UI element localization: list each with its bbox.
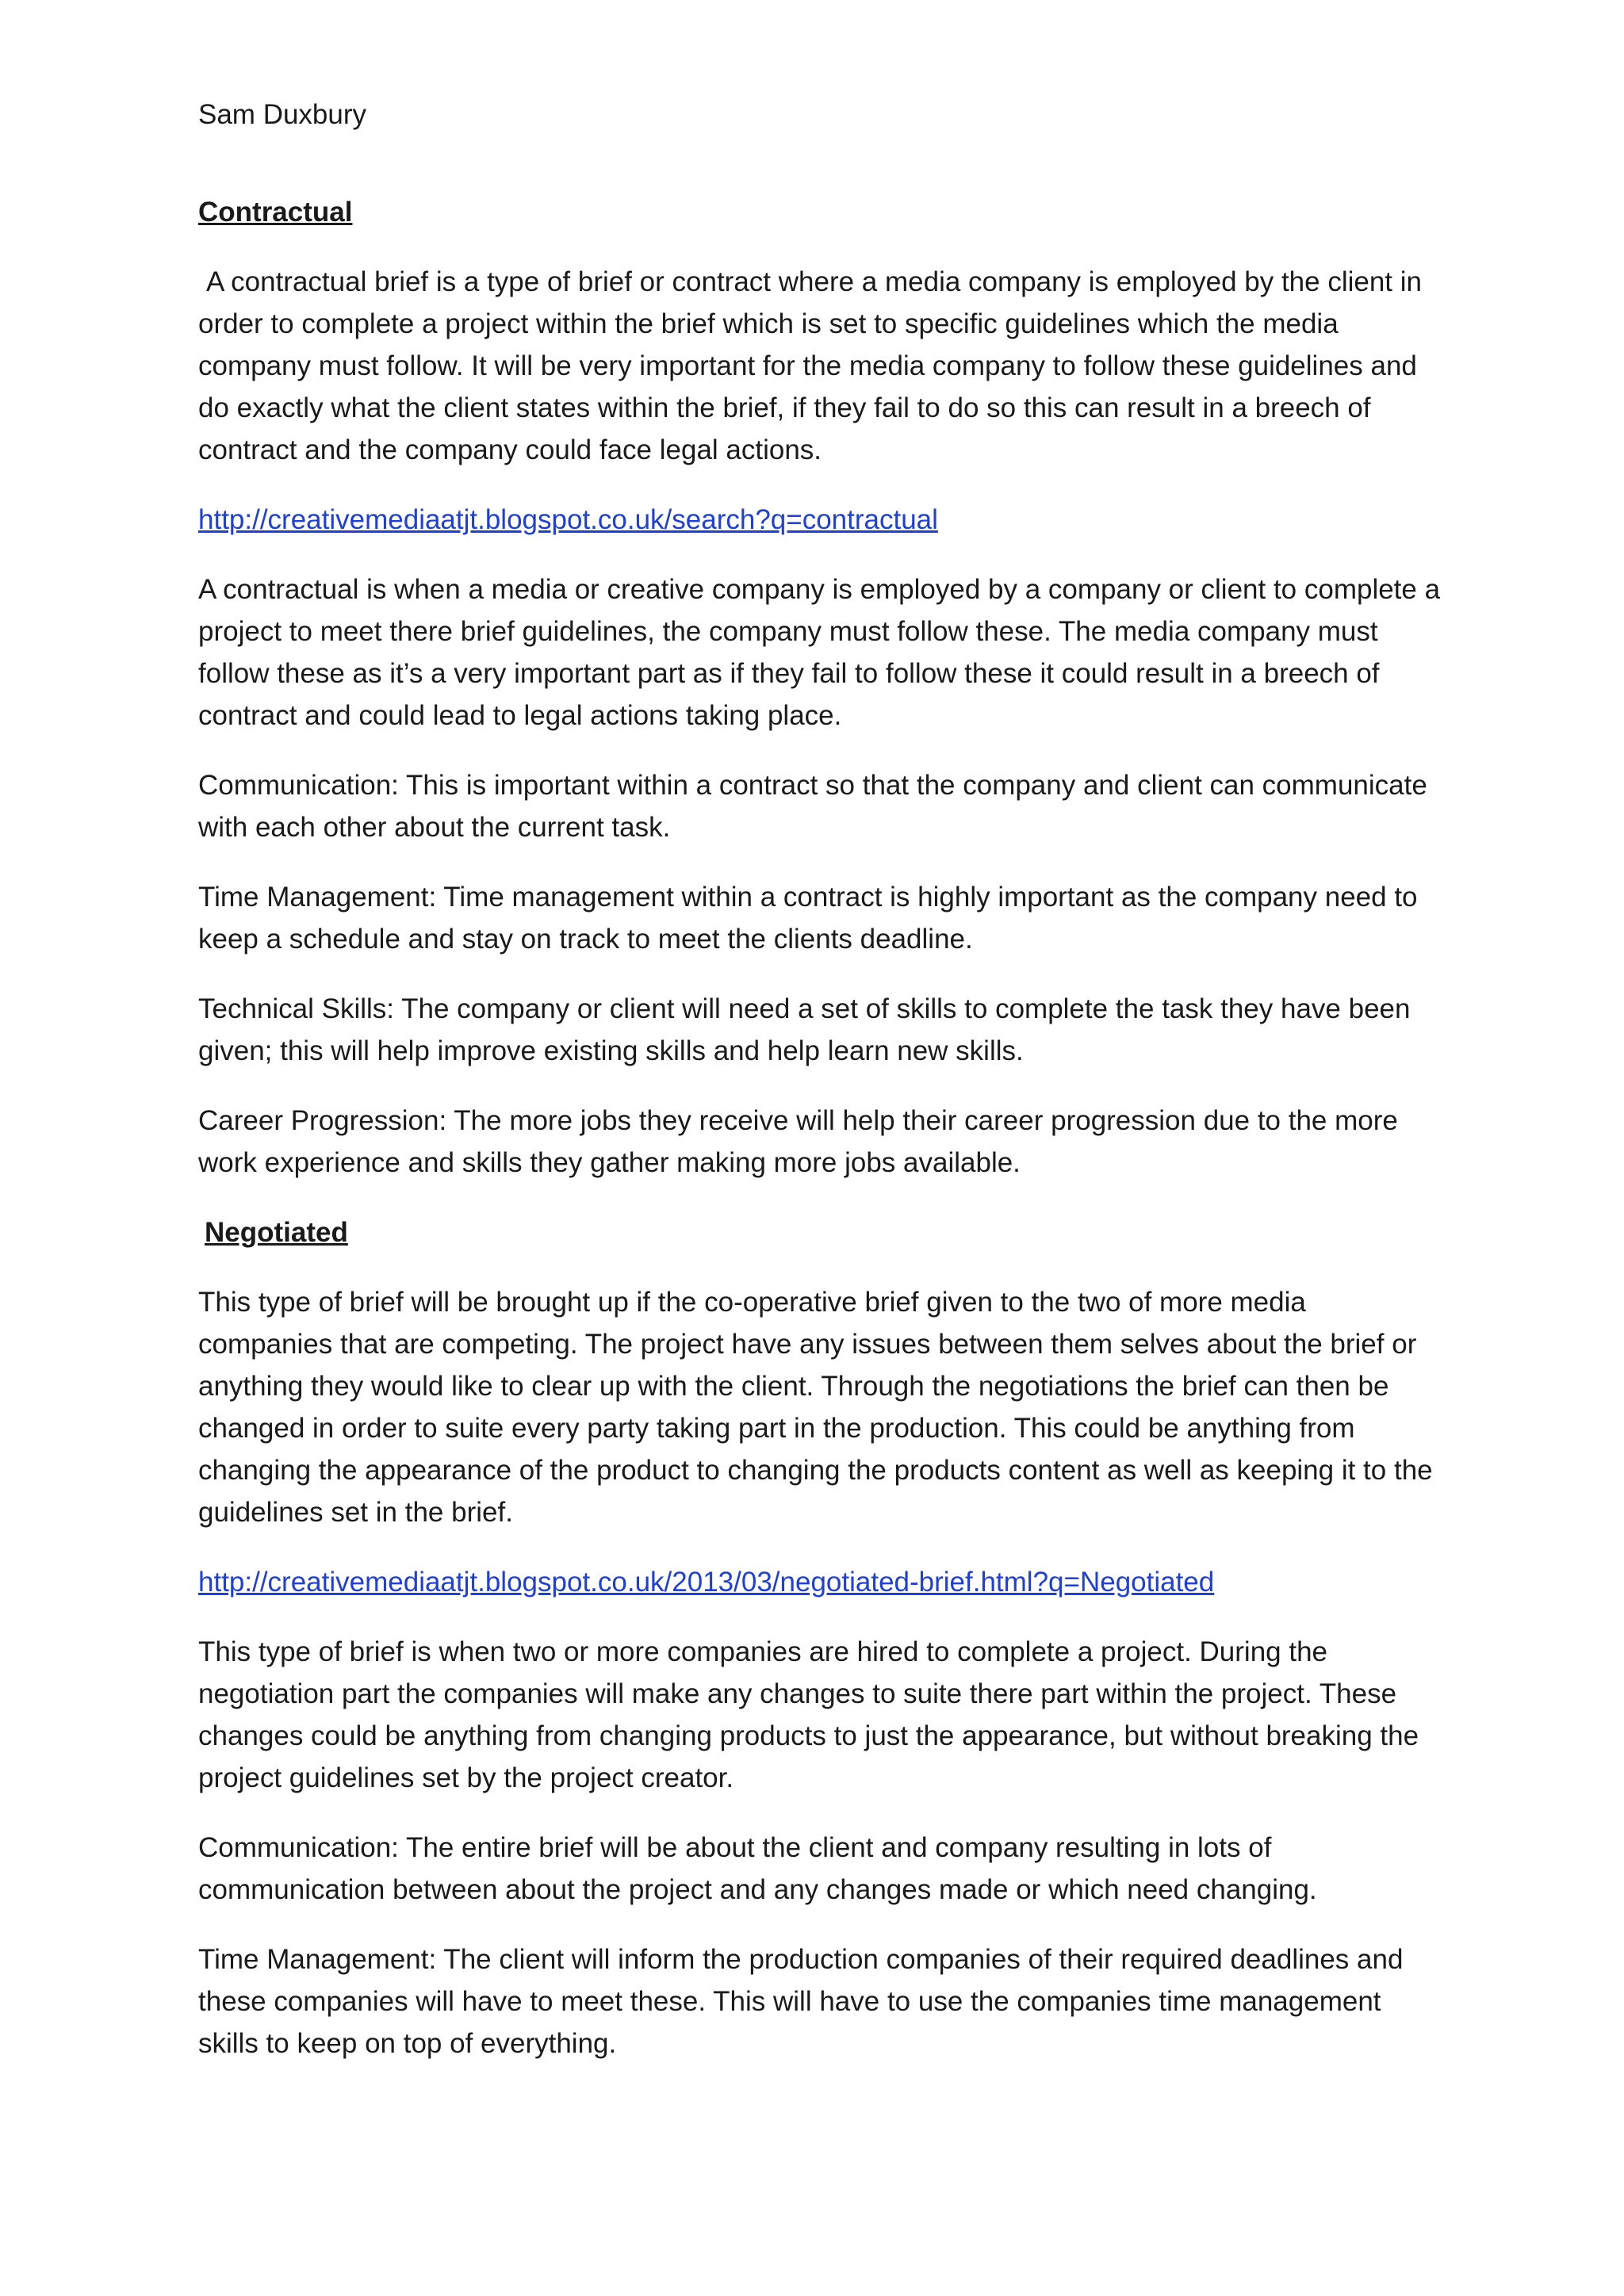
point-communication: Communication: The entire brief will be about the client and company resulting in lots of communication between about the project and any changes made or which need changing. bbox=[198, 1832, 1317, 1905]
section-contractual bbox=[198, 191, 1443, 1184]
section-intro: A contractual brief is a type of brief or contract where a media company is employed by the client in order to complete a project within the brief which is set to specific guidelines which the media company must follow. It will be very important for the media company to follow these guidelines and do exactly what the client states within the brief, if they fail to do so this can result in a breech of contract and the company could face legal actions. bbox=[198, 266, 1422, 465]
source-link[interactable]: http://creativemediaatjt.blogspot.co.uk/2013/03/negotiated-brief.html?q=Negotiated bbox=[198, 1567, 1215, 1598]
point-time-management: Time Management: Time management within a contract is highly important as the company need to keep a schedule and stay on track to meet the clients deadline. bbox=[198, 882, 1418, 955]
point-technical-skills: Technical Skills: The company or client will need a set of skills to complete the task they have been given; this will help improve existing skills and help learn new skills. bbox=[198, 993, 1411, 1066]
section-negotiated bbox=[198, 1211, 1443, 2064]
section-summary: This type of brief is when two or more companies are hired to complete a project. During the negotiation part the companies will make any changes to suite there part within the project. These changes could be anything from changing products to just the appearance, but without breaking the project guidelines set by the project creator. bbox=[198, 1636, 1419, 1793]
source-link[interactable]: http://creativemediaatjt.blogspot.co.uk/search?q=contractual bbox=[198, 504, 938, 535]
author-name: Sam Duxbury bbox=[198, 99, 367, 130]
section-intro: This type of brief will be brought up if the co-operative brief given to the two of more media companies that are competing. The project have any issues between them selves about the brief or anything they would like to clear up with the client. Through the negotiations the brief can then be changed in order to suite every party taking part in the production. This could be anything from changing the appearance of the product to changing the products content as well as keeping it to the guidelines set in the brief. bbox=[198, 1287, 1433, 1528]
point-career-progression: Career Progression: The more jobs they receive will help their career progression due to the more work experience and skills they gather making more jobs available. bbox=[198, 1105, 1398, 1178]
document-body bbox=[198, 94, 1443, 2092]
point-time-management: Time Management: The client will inform the production companies of their required deadlines and these companies will have to meet these. This will have to use the companies time management skills to keep on top of everything. bbox=[198, 1944, 1404, 2059]
source-link-paragraph bbox=[198, 1561, 1443, 1603]
section-heading: Contractual bbox=[198, 197, 353, 228]
section-heading: Negotiated bbox=[205, 1217, 348, 1248]
source-link-paragraph bbox=[198, 499, 1443, 541]
section-summary: A contractual is when a media or creative company is employed by a company or client to complete a project to meet there brief guidelines, the company must follow these. The media company must follow these as it’s a very important part as if they fail to follow these it could result in a breech of contract and could lead to legal actions taking place. bbox=[198, 574, 1441, 731]
point-communication: Communication: This is important within a contract so that the company and client can communicate with each other about the current task. bbox=[198, 770, 1427, 843]
